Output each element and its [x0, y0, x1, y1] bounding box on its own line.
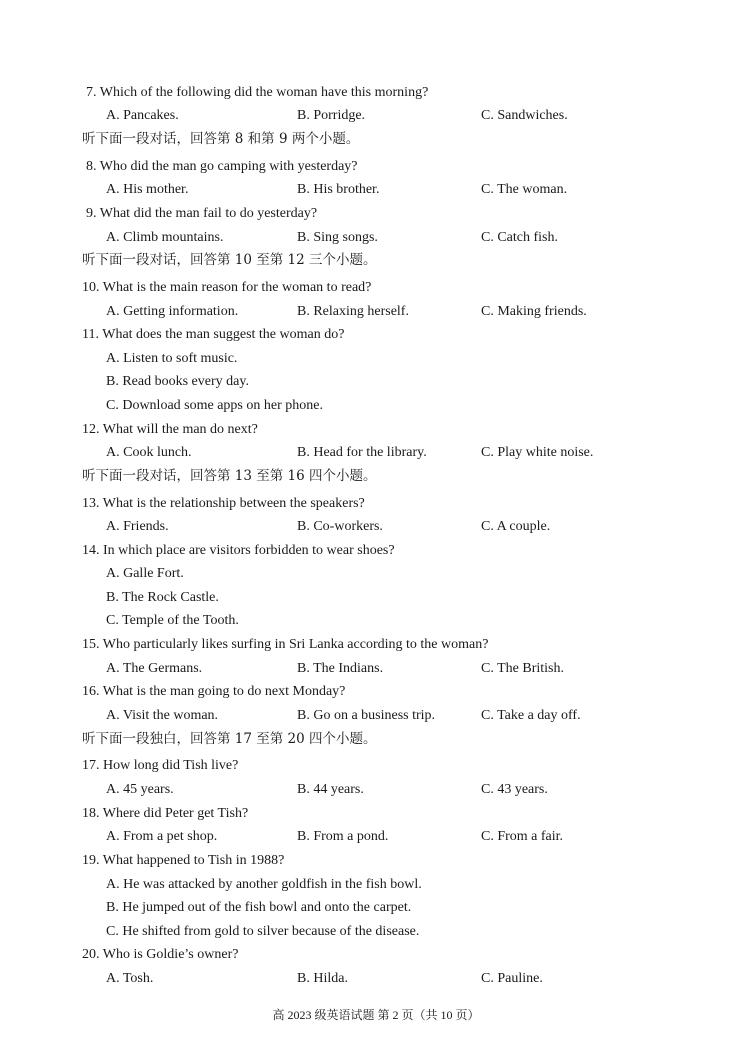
- option-12c: C. Play white noise.: [481, 445, 594, 460]
- option-13c: C. A couple.: [481, 519, 551, 534]
- option-9c: C. Catch fish.: [481, 230, 558, 245]
- question-10: 10. What is the main reason for the woman to read?: [82, 280, 372, 295]
- option-10c: C. Making friends.: [481, 304, 587, 319]
- section-instruction-1: 听下面一段对话，回答第 8 和第 9 两个小题。: [82, 131, 360, 147]
- option-19a: A. He was attacked by another goldfish in the fish bowl.: [106, 877, 422, 892]
- question-18: 18. Where did Peter get Tish?: [82, 806, 249, 821]
- section-instruction-3: 听下面一段对话，回答第 13 至第 16 四个小题。: [82, 468, 377, 484]
- option-13b: B. Co-workers.: [297, 519, 383, 534]
- option-16a: A. Visit the woman.: [106, 708, 219, 723]
- option-15b: B. The Indians.: [297, 661, 384, 676]
- option-9b: B. Sing songs.: [297, 230, 378, 245]
- option-8c: C. The woman.: [481, 182, 568, 197]
- section-instruction-2: 听下面一段对话，回答第 10 至第 12 三个小题。: [82, 252, 377, 268]
- option-13a: A. Friends.: [106, 519, 169, 534]
- question-12: 12. What will the man do next?: [82, 422, 258, 437]
- option-7a: A. Pancakes.: [106, 108, 179, 123]
- question-17: 17. How long did Tish live?: [82, 758, 239, 773]
- option-19c: C. He shifted from gold to silver because of the disease.: [106, 924, 420, 939]
- option-15c: C. The British.: [481, 661, 564, 676]
- option-10a: A. Getting information.: [106, 304, 239, 319]
- option-10b: B. Relaxing herself.: [297, 304, 409, 319]
- option-19b: B. He jumped out of the fish bowl and onto the carpet.: [106, 900, 412, 915]
- question-19: 19. What happened to Tish in 1988?: [82, 853, 285, 868]
- question-16: 16. What is the man going to do next Monday?: [82, 684, 346, 699]
- option-9a: A. Climb mountains.: [106, 230, 224, 245]
- option-8b: B. His brother.: [297, 182, 380, 197]
- page-footer: 高 2023 级英语试题 第 2 页（共 10 页）: [272, 1008, 480, 1022]
- option-7c: C. Sandwiches.: [481, 108, 568, 123]
- question-13: 13. What is the relationship between the speakers?: [82, 496, 365, 511]
- option-11b: B. Read books every day.: [106, 374, 249, 389]
- question-15: 15. Who particularly likes surfing in Sri Lanka according to the woman?: [82, 637, 489, 652]
- option-11c: C. Download some apps on her phone.: [106, 398, 323, 413]
- question-7: 7. Which of the following did the woman have this morning?: [86, 85, 429, 100]
- option-18b: B. From a pond.: [297, 829, 389, 844]
- option-12b: B. Head for the library.: [297, 445, 427, 460]
- question-20: 20. Who is Goldie’s owner?: [82, 947, 239, 962]
- section-instruction-4: 听下面一段独白，回答第 17 至第 20 四个小题。: [82, 731, 377, 747]
- option-18a: A. From a pet shop.: [106, 829, 218, 844]
- option-11a: A. Listen to soft music.: [106, 351, 238, 366]
- option-16b: B. Go on a business trip.: [297, 708, 436, 723]
- question-8: 8. Who did the man go camping with yesterday?: [86, 159, 358, 174]
- option-17b: B. 44 years.: [297, 782, 364, 797]
- option-20b: B. Hilda.: [297, 971, 348, 986]
- option-14b: B. The Rock Castle.: [106, 590, 219, 605]
- option-12a: A. Cook lunch.: [106, 445, 192, 460]
- option-16c: C. Take a day off.: [481, 708, 581, 723]
- option-17c: C. 43 years.: [481, 782, 548, 797]
- option-8a: A. His mother.: [106, 182, 189, 197]
- option-18c: C. From a fair.: [481, 829, 564, 844]
- option-15a: A. The Germans.: [106, 661, 203, 676]
- option-14a: A. Galle Fort.: [106, 566, 184, 581]
- option-7b: B. Porridge.: [297, 108, 366, 123]
- question-11: 11. What does the man suggest the woman do?: [82, 327, 345, 342]
- question-14: 14. In which place are visitors forbidden to wear shoes?: [82, 543, 395, 558]
- question-9: 9. What did the man fail to do yesterday?: [86, 206, 318, 221]
- option-20a: A. Tosh.: [106, 971, 154, 986]
- option-14c: C. Temple of the Tooth.: [106, 613, 239, 628]
- option-17a: A. 45 years.: [106, 782, 174, 797]
- option-20c: C. Pauline.: [481, 971, 543, 986]
